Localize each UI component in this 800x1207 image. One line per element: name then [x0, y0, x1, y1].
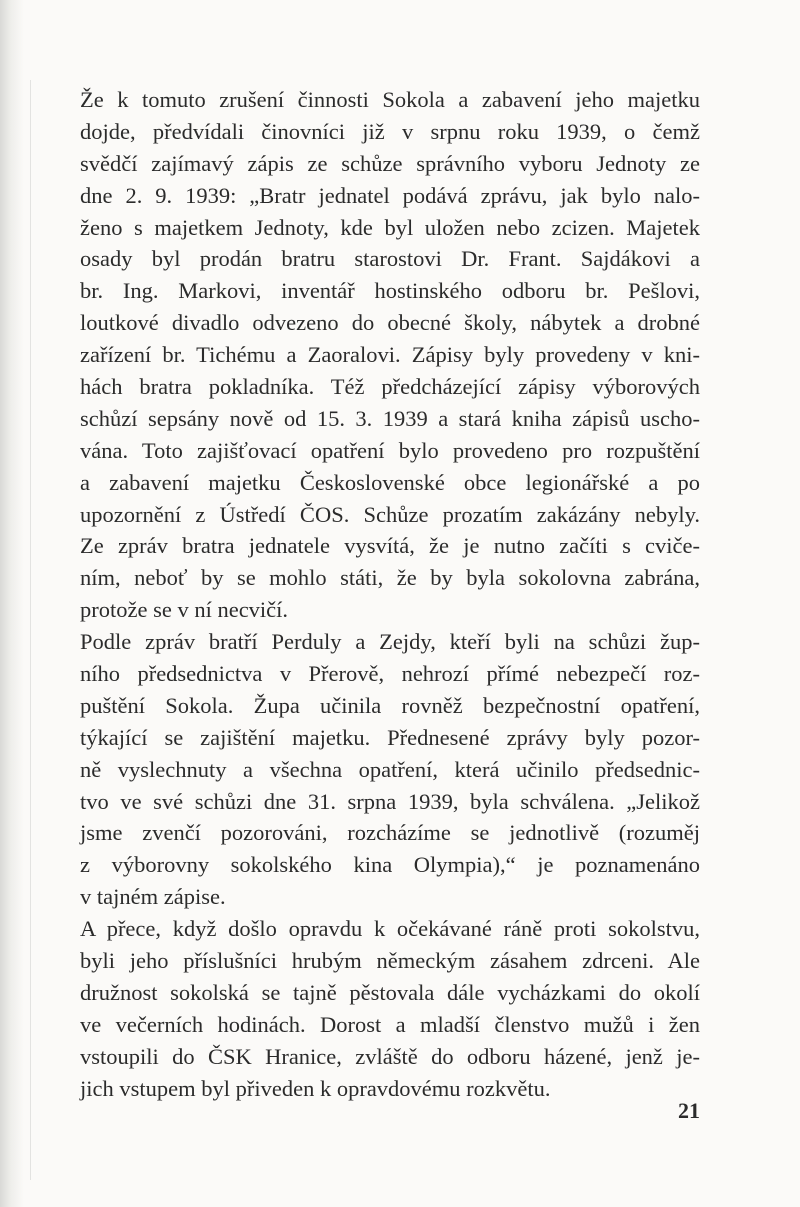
- text-line: tvo ve své schůzi dne 31. srpna 1939, byla schválena. „Jelikož: [80, 788, 700, 814]
- text-line: ním, neboť by se mohlo státi, že by byla sokolovna zabrána,: [80, 565, 700, 591]
- text-line: Ze zpráv bratra jednatele vysvítá, že je nutno začíti s cviče-: [80, 533, 701, 559]
- text-line: osady byl prodán bratru starostovi Dr. Frant. Sajdákovi a: [80, 246, 700, 272]
- binding-crease: [30, 80, 31, 1180]
- text-line: a zabavení majetku Československé obce legionářské a po: [80, 469, 701, 495]
- text-line: Podle zpráv bratří Perduly a Zejdy, kteří byli na schůzi žup-: [80, 629, 700, 655]
- text-line: dne 2. 9. 1939: „Bratr jednatel podává zprávu, jak bylo nalo-: [80, 182, 701, 208]
- text-line: ně vyslechnuty a všechna opatření, která učinilo předsednic-: [80, 756, 700, 782]
- text-line: vána. Toto zajišťovací opatření bylo provedeno pro rozpuštění: [80, 437, 701, 463]
- text-line: ního předsednictva v Přerově, nehrozí přímé nebezpečí roz-: [80, 661, 701, 687]
- binding-shadow: [0, 0, 24, 1207]
- text-line: upozornění z Ústředí ČOS. Schůze prozatím zakázány nebyly.: [80, 501, 701, 527]
- text-line: svědčí zajímavý zápis ze schůze správního vyboru Jednoty ze: [80, 150, 701, 176]
- text-line: schůzí sepsány nově od 15. 3. 1939 a stará kniha zápisů uscho-: [80, 405, 700, 431]
- text-line: ve večerních hodinách. Dorost a mladší členstvo mužů i žen: [80, 1011, 701, 1037]
- text-line: Že k tomuto zrušení činnosti Sokola a zabavení jeho majetku: [80, 87, 700, 112]
- text-line: hách bratra pokladníka. Též předcházející zápisy výborových: [80, 374, 700, 400]
- text-line: byli jeho příslušníci hrubým německým zásahem zdrceni. Ale: [80, 948, 701, 974]
- text-line: vstoupili do ČSK Hranice, zvláště do odboru házené, jenž je-: [80, 1043, 700, 1069]
- text-line: br. Ing. Markovi, inventář hostinského odboru br. Pešlovi,: [80, 278, 700, 304]
- text-line: A přece, když došlo opravdu k očekávané ráně proti sokolstvu,: [80, 916, 701, 942]
- text-line: ženo s majetkem Jednoty, kde byl uložen nebo zcizen. Majetek: [80, 214, 701, 240]
- text-line: protože se v ní necvičí.: [80, 597, 289, 623]
- text-line: týkající se zajištění majetku. Přednesené zprávy byly pozor-: [80, 724, 700, 750]
- text-line: družnost sokolská se tajně pěstovala dále vycházkami do okolí: [80, 979, 700, 1005]
- page-number: 21: [678, 1098, 700, 1123]
- text-line: z výborovny sokolského kina Olympia),“ je poznamenáno: [80, 852, 701, 878]
- text-line: dojde, předvídali činovníci již v srpnu roku 1939, o čemž: [80, 118, 700, 144]
- text-line: jich vstupem byl přiveden k opravdovému rozkvětu.: [80, 1075, 551, 1101]
- text-line: loutkové divadlo odvezeno do obecné školy, nábytek a drobné: [80, 310, 701, 336]
- text-line: zařízení br. Tichému a Zaoralovi. Zápisy byly provedeny v kni-: [80, 342, 700, 368]
- text-line: puštění Sokola. Župa učinila rovněž bezpečnostní opatření,: [80, 692, 701, 718]
- body-text: [80, 84, 700, 1105]
- text-line: v tajném zápise.: [80, 884, 226, 910]
- text-line: jsme zvenčí pozorováni, rozcházíme se jednotlivě (rozuměj: [80, 820, 701, 846]
